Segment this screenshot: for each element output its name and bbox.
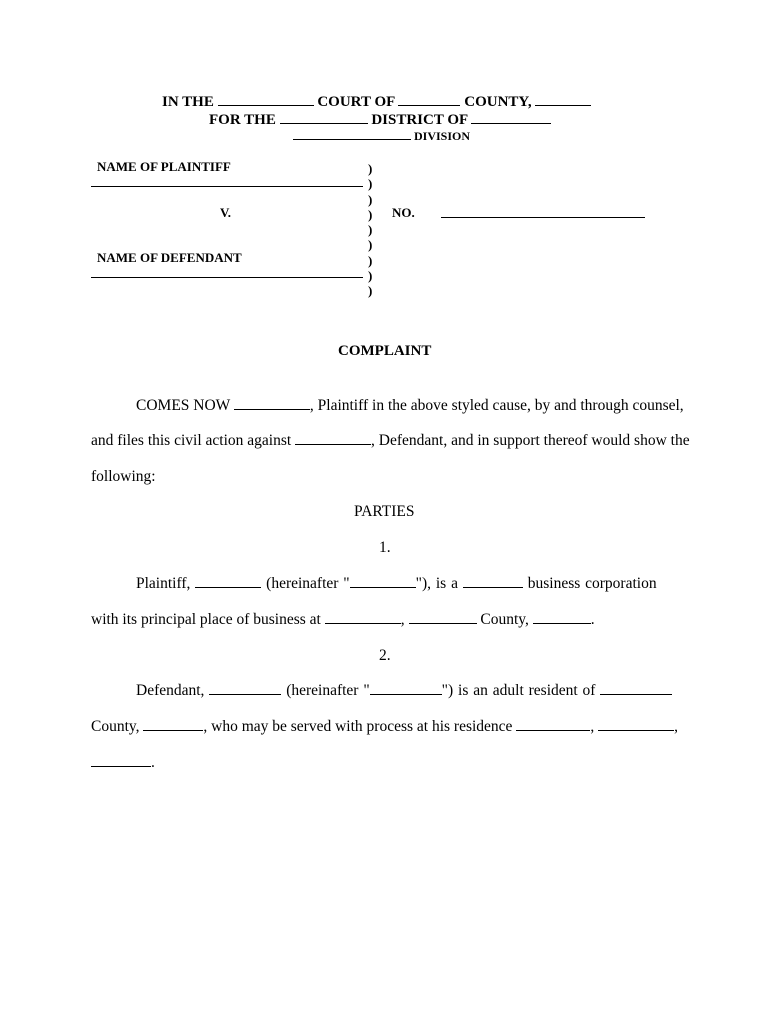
- business-address-blank[interactable]: [325, 622, 401, 624]
- district-of-text: DISTRICT OF: [371, 112, 468, 128]
- county-text: COUNTY,: [464, 94, 532, 110]
- case-number-label: NO.: [392, 205, 415, 220]
- plaintiff-name-blank[interactable]: [234, 408, 310, 410]
- plaintiff-label: NAME OF PLAINTIFF: [97, 159, 231, 174]
- para-2-line-2: County, , who may be served with process at his residence , ,: [91, 718, 678, 735]
- intro-line-2: and files this civil action against , Defendant, and in support thereof would show the: [91, 432, 690, 449]
- business-county-blank[interactable]: [409, 622, 477, 624]
- defendant-name-line[interactable]: [91, 277, 363, 278]
- in-the-text: IN THE: [162, 94, 214, 110]
- plaintiff-full-name-blank[interactable]: [195, 586, 261, 588]
- corporation-state-blank[interactable]: [463, 586, 523, 588]
- defendant-short-name-blank[interactable]: [370, 693, 442, 695]
- complaint-title: COMPLAINT: [338, 343, 432, 359]
- para-2-line-1: Defendant, (hereinafter " ") is an adult resident of: [136, 682, 672, 700]
- division-blank[interactable]: [293, 138, 411, 140]
- court-header-line-1: [162, 94, 591, 111]
- division-text: DIVISION: [414, 129, 471, 143]
- defendant-state-blank[interactable]: [143, 729, 203, 731]
- residence-city-blank[interactable]: [598, 729, 674, 731]
- para-1-number: 1.: [379, 539, 391, 556]
- district-type-blank[interactable]: [280, 122, 368, 124]
- court-county-blank[interactable]: [398, 104, 460, 106]
- court-header-line-2: [209, 112, 551, 129]
- court-type-blank[interactable]: [218, 104, 314, 106]
- plaintiff-short-name-blank[interactable]: [350, 586, 416, 588]
- county-state-blank[interactable]: [535, 104, 591, 106]
- plaintiff-name-line[interactable]: [91, 186, 363, 187]
- residence-state-blank[interactable]: [91, 765, 151, 767]
- intro-line-3: following:: [91, 468, 156, 485]
- para-2-number: 2.: [379, 647, 391, 664]
- para-2-line-3: .: [91, 754, 155, 772]
- intro-line-1: COMES NOW , Plaintiff in the above styled cause, by and through counsel,: [136, 397, 684, 414]
- defendant-name-blank[interactable]: [295, 443, 371, 445]
- business-state-blank[interactable]: [533, 622, 591, 624]
- district-name-blank[interactable]: [471, 122, 551, 124]
- residence-address-blank[interactable]: [516, 729, 590, 731]
- defendant-full-name-blank[interactable]: [209, 693, 281, 695]
- defendant-residence-county-blank[interactable]: [600, 693, 672, 695]
- for-the-text: FOR THE: [209, 112, 276, 128]
- court-header-line-3: [293, 129, 470, 144]
- caption-parens: ) ) ) ) ) ) ) ) ): [368, 161, 373, 299]
- defendant-label: NAME OF DEFENDANT: [97, 250, 242, 265]
- versus-text: V.: [220, 205, 231, 220]
- case-number-line[interactable]: [441, 217, 645, 218]
- parties-heading: PARTIES: [354, 503, 415, 520]
- para-1-line-2: with its principal place of business at , County, .: [91, 611, 595, 628]
- court-of-text: COURT OF: [317, 94, 395, 110]
- para-1-line-1: Plaintiff, (hereinafter " "), is a business corporation: [136, 575, 657, 592]
